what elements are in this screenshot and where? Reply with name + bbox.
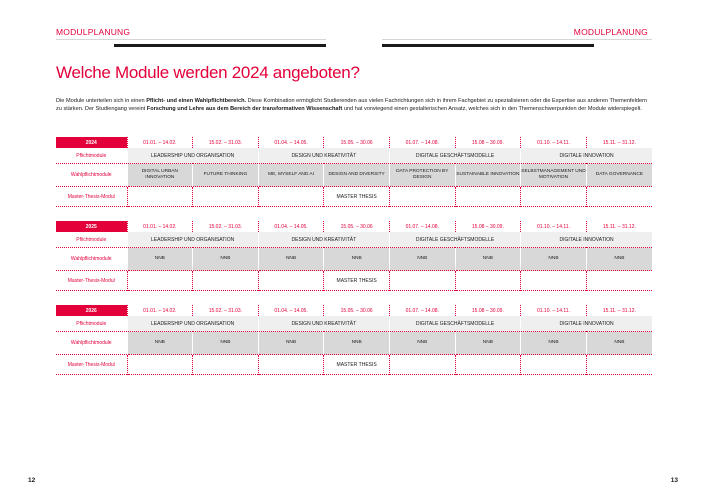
master-cell: MASTER THESIS xyxy=(324,187,390,207)
period-date: 15.05. – 30.06 xyxy=(324,221,390,232)
wahlpflicht-module: NNB xyxy=(521,332,587,355)
period-date: 15.02. – 31.03. xyxy=(193,137,259,148)
wahlpflicht-module: DIGITAL URBAN INNOVATION xyxy=(127,164,193,187)
period-date: 15.11. – 31.12. xyxy=(586,137,652,148)
master-cell xyxy=(586,271,652,291)
page-title: Welche Module werden 2024 angeboten? xyxy=(56,63,360,82)
master-cell: MASTER THESIS xyxy=(324,355,390,375)
master-cell xyxy=(193,355,259,375)
wahlpflicht-module: NNB xyxy=(389,248,455,271)
wahlpflicht-module: NNB xyxy=(193,332,259,355)
wahlpflicht-module: NNB xyxy=(455,332,521,355)
pflicht-module: DESIGN UND KREATIVITÄT xyxy=(258,316,389,332)
period-date: 01.10. – 14.11. xyxy=(521,137,587,148)
wahlpflicht-module: NNB xyxy=(258,248,324,271)
wahlpflicht-module: NNB xyxy=(586,332,652,355)
master-cell: MASTER THESIS xyxy=(324,271,390,291)
period-date: 01.04. – 14.05. xyxy=(258,137,324,148)
period-date: 15.11. – 31.12. xyxy=(586,305,652,316)
master-cell xyxy=(127,187,193,207)
wahlpflicht-module: DATA GOVERNANCE xyxy=(586,164,652,187)
pflicht-module: DIGITALE INNOVATION xyxy=(521,148,652,164)
master-cell xyxy=(258,187,324,207)
schedule-table-2024 xyxy=(56,137,652,207)
year-label: 2025 xyxy=(56,221,127,232)
wahlpflicht-module: NNB xyxy=(193,248,259,271)
schedule-table-2026 xyxy=(56,305,652,375)
wahlpflicht-module: NNB xyxy=(389,332,455,355)
row-label-master: Master-Thesis-Modul xyxy=(67,193,115,200)
wahlpflicht-module: ME, MYSELF AND AI xyxy=(258,164,324,187)
period-date: 15.05. – 30.06 xyxy=(324,137,390,148)
period-date: 15.08 – 30.09. xyxy=(455,305,521,316)
wahlpflicht-module: NNB xyxy=(324,248,390,271)
pflicht-module: LEADERSHIP UND ORGANISATION xyxy=(127,148,258,164)
wahlpflicht-module: NNB xyxy=(127,332,193,355)
pflicht-module: DIGITALE GESCHÄFTSMODELLE xyxy=(389,232,520,248)
period-date: 01.04. – 14.05. xyxy=(258,221,324,232)
header-right: MODULPLANUNG xyxy=(573,27,648,37)
pflicht-module: DIGITALE INNOVATION xyxy=(521,232,652,248)
master-cell xyxy=(521,271,587,291)
header-rule-left xyxy=(56,39,326,40)
period-date: 15.11. – 31.12. xyxy=(586,221,652,232)
master-cell xyxy=(127,355,193,375)
master-cell xyxy=(127,271,193,291)
row-label-wahlpflicht: Wahlpflichtmodule xyxy=(70,256,112,262)
pflicht-module: DIGITALE GESCHÄFTSMODELLE xyxy=(389,148,520,164)
period-date: 15.08 – 30.09. xyxy=(455,137,521,148)
header-rule-right xyxy=(382,39,652,40)
period-date: 15.05. – 30.06 xyxy=(324,305,390,316)
wahlpflicht-module: NNB xyxy=(455,248,521,271)
master-cell xyxy=(586,355,652,375)
wahlpflicht-module: NNB xyxy=(521,248,587,271)
master-cell xyxy=(455,187,521,207)
pflicht-module: DIGITALE INNOVATION xyxy=(521,316,652,332)
row-label-wahlpflicht: Wahlpflichtmodule xyxy=(70,340,112,346)
row-label-pflicht: Pflichtmodule xyxy=(76,152,107,159)
page-number-right: 13 xyxy=(670,477,678,484)
pflicht-module: LEADERSHIP UND ORGANISATION xyxy=(127,316,258,332)
wahlpflicht-module: FUTURE THINKING xyxy=(193,164,259,187)
period-date: 01.01. – 14.02. xyxy=(127,221,193,232)
wahlpflicht-module: SELBSTMANAGEMENT UND MOTIVATION xyxy=(521,164,587,187)
wahlpflicht-module: DATA PROTECTION BY DESIGN xyxy=(389,164,455,187)
row-label-pflicht: Pflichtmodule xyxy=(76,320,107,327)
master-cell xyxy=(193,271,259,291)
period-date: 01.10. – 14.11. xyxy=(521,305,587,316)
master-cell xyxy=(193,187,259,207)
schedule-table-2025 xyxy=(56,221,652,291)
header-bar-right xyxy=(382,44,594,47)
year-label: 2026 xyxy=(56,305,127,316)
period-date: 15.08 – 30.09. xyxy=(455,221,521,232)
wahlpflicht-module: NNB xyxy=(586,248,652,271)
master-cell xyxy=(586,187,652,207)
wahlpflicht-module: DESIGN AND DIVERSITY xyxy=(324,164,390,187)
pflicht-module: DESIGN UND KREATIVITÄT xyxy=(258,148,389,164)
master-cell xyxy=(389,187,455,207)
row-label-master: Master-Thesis-Modul xyxy=(67,277,115,284)
period-date: 01.04. – 14.05. xyxy=(258,305,324,316)
master-cell xyxy=(521,355,587,375)
wahlpflicht-module: NNB xyxy=(324,332,390,355)
master-cell xyxy=(455,355,521,375)
master-cell xyxy=(389,271,455,291)
master-cell xyxy=(521,187,587,207)
row-label-wahlpflicht: Wahlpflichtmodule xyxy=(70,172,112,178)
wahlpflicht-module: SUSTAINABLE INNOVATION xyxy=(455,164,521,187)
period-date: 01.01. – 14.02. xyxy=(127,137,193,148)
row-label-pflicht: Pflichtmodule xyxy=(76,236,107,243)
period-date: 01.07. – 14.08. xyxy=(389,305,455,316)
master-cell xyxy=(389,355,455,375)
period-date: 15.02. – 31.03. xyxy=(193,221,259,232)
year-label: 2024 xyxy=(56,137,127,148)
intro-text: Die Module unterteilen sich in einen Pflicht- und einen Wahlpflichtbereich. Diese Kombination ermöglicht Studierenden aus vielen Fachrichtungen sich in ihrem Fachgebiet zu spezialisieren oder die Expertise aus anderen Themenfeldern zu stärken. Der Studiengang vereint Forschung und Lehre aus dem Bereich der transformativen Wissenschaft und hat vorwiegend einen gestalterischen Ansatz, welches sich in den Themenschwerpunkten der Module widerspiegelt. xyxy=(56,98,648,112)
period-date: 01.01. – 14.02. xyxy=(127,305,193,316)
wahlpflicht-module: NNB xyxy=(258,332,324,355)
master-cell xyxy=(455,271,521,291)
wahlpflicht-module: NNB xyxy=(127,248,193,271)
pflicht-module: DIGITALE GESCHÄFTSMODELLE xyxy=(389,316,520,332)
master-cell xyxy=(258,271,324,291)
row-label-master: Master-Thesis-Modul xyxy=(67,361,115,368)
period-date: 01.07. – 14.08. xyxy=(389,221,455,232)
header-left: MODULPLANUNG xyxy=(56,27,131,37)
period-date: 01.07. – 14.08. xyxy=(389,137,455,148)
pflicht-module: LEADERSHIP UND ORGANISATION xyxy=(127,232,258,248)
pflicht-module: DESIGN UND KREATIVITÄT xyxy=(258,232,389,248)
period-date: 15.02. – 31.03. xyxy=(193,305,259,316)
period-date: 01.10. – 14.11. xyxy=(521,221,587,232)
header-bar-left xyxy=(114,44,326,47)
page-number-left: 12 xyxy=(28,477,36,484)
master-cell xyxy=(258,355,324,375)
